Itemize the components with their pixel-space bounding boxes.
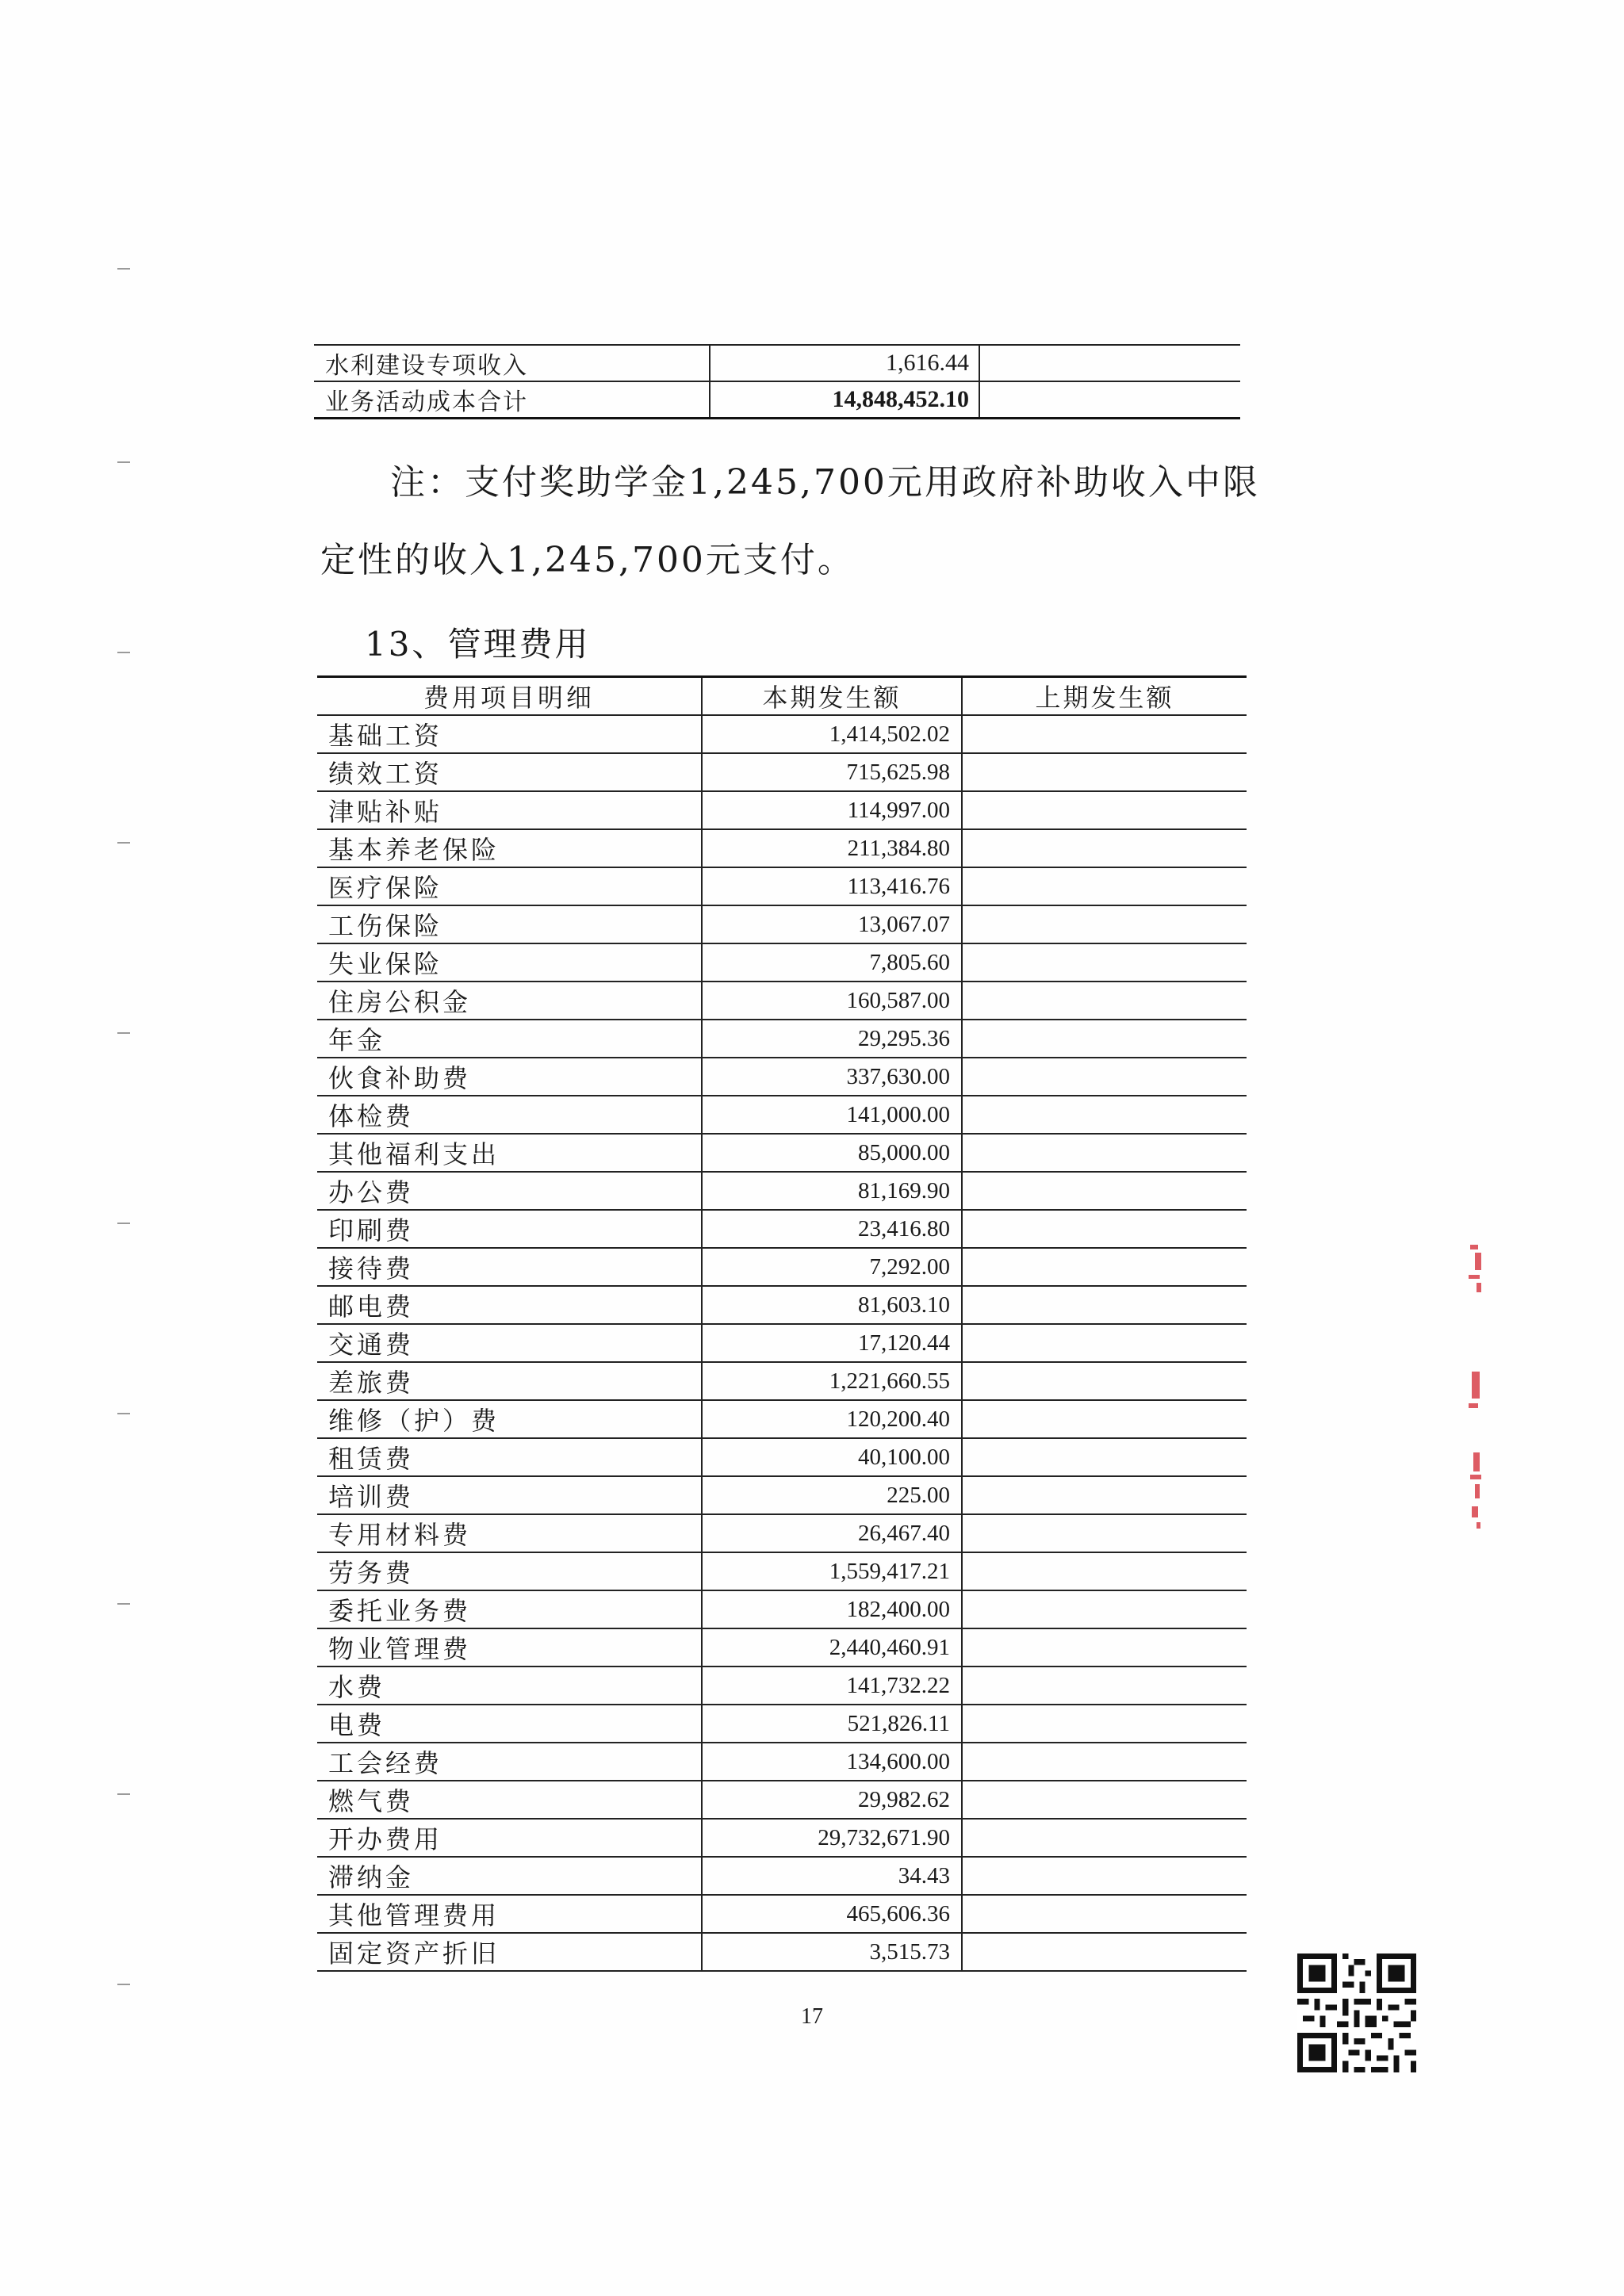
expense-item-label: 委托业务费 <box>317 1590 702 1628</box>
expense-current-amount: 17,120.44 <box>702 1324 962 1362</box>
expense-previous-amount <box>962 1210 1247 1248</box>
margin-tick <box>117 461 130 463</box>
expense-item-label: 绩效工资 <box>317 753 702 791</box>
expense-current-amount: 141,732.22 <box>702 1667 962 1705</box>
expense-current-amount: 113,416.76 <box>702 867 962 905</box>
expense-item-label: 津贴补贴 <box>317 791 702 829</box>
expense-current-amount: 81,169.90 <box>702 1172 962 1210</box>
margin-tick <box>117 1793 130 1795</box>
table-row <box>314 345 1240 381</box>
expense-previous-amount <box>962 1819 1247 1857</box>
note-paragraph: 注：支付奖助学金1,245,700元用政府补助收入中限定性的收入1,245,700元支付。 <box>320 462 1260 580</box>
row-previous-amount <box>979 345 1240 381</box>
expense-item-label: 住房公积金 <box>317 982 702 1020</box>
expense-current-amount: 182,400.00 <box>702 1590 962 1628</box>
header-item: 费用项目明细 <box>317 677 702 716</box>
expense-current-amount: 29,982.62 <box>702 1781 962 1819</box>
expense-item-label: 电费 <box>317 1705 702 1743</box>
expense-item-label: 开办费用 <box>317 1819 702 1857</box>
table-row <box>317 829 1247 867</box>
expense-previous-amount <box>962 1743 1247 1781</box>
table-row <box>317 1058 1247 1096</box>
expense-previous-amount <box>962 1020 1247 1058</box>
table-row <box>314 381 1240 419</box>
expense-previous-amount <box>962 982 1247 1020</box>
expense-current-amount: 23,416.80 <box>702 1210 962 1248</box>
expense-item-label: 差旅费 <box>317 1362 702 1400</box>
header-previous: 上期发生额 <box>962 677 1247 716</box>
expense-previous-amount <box>962 943 1247 982</box>
expense-current-amount: 7,805.60 <box>702 943 962 982</box>
expense-item-label: 体检费 <box>317 1096 702 1134</box>
margin-tick <box>117 1223 130 1224</box>
expense-item-label: 失业保险 <box>317 943 702 982</box>
expense-item-label: 接待费 <box>317 1248 702 1286</box>
expense-previous-amount <box>962 1552 1247 1590</box>
table-row <box>317 1590 1247 1628</box>
margin-tick <box>117 1032 130 1034</box>
expense-previous-amount <box>962 1324 1247 1362</box>
expense-current-amount: 465,606.36 <box>702 1895 962 1933</box>
qr-code-icon <box>1297 1954 1416 2072</box>
margin-tick <box>117 1984 130 1985</box>
expense-item-label: 年金 <box>317 1020 702 1058</box>
expense-current-amount: 114,997.00 <box>702 791 962 829</box>
expense-item-label: 医疗保险 <box>317 867 702 905</box>
margin-tick <box>117 1413 130 1414</box>
expense-item-label: 物业管理费 <box>317 1628 702 1667</box>
expense-previous-amount <box>962 1857 1247 1895</box>
expense-item-label: 滞纳金 <box>317 1857 702 1895</box>
table-row <box>317 1248 1247 1286</box>
expense-current-amount: 134,600.00 <box>702 1743 962 1781</box>
table-row <box>317 1819 1247 1857</box>
expense-current-amount: 13,067.07 <box>702 905 962 943</box>
expense-item-label: 伙食补助费 <box>317 1058 702 1096</box>
expense-item-label: 工伤保险 <box>317 905 702 943</box>
expense-current-amount: 120,200.40 <box>702 1400 962 1438</box>
table-row <box>317 1134 1247 1172</box>
expense-current-amount: 29,732,671.90 <box>702 1819 962 1857</box>
table-row <box>317 715 1247 753</box>
expense-previous-amount <box>962 1705 1247 1743</box>
expense-previous-amount <box>962 1172 1247 1210</box>
table-row <box>317 982 1247 1020</box>
expense-previous-amount <box>962 1628 1247 1667</box>
expense-current-amount: 141,000.00 <box>702 1096 962 1134</box>
expense-current-amount: 40,100.00 <box>702 1438 962 1476</box>
expense-item-label: 印刷费 <box>317 1210 702 1248</box>
expense-previous-amount <box>962 1514 1247 1552</box>
table-row <box>317 1096 1247 1134</box>
seal-stamp-fragment <box>1464 1237 1488 1538</box>
margin-tick <box>117 842 130 844</box>
expense-item-label: 培训费 <box>317 1476 702 1514</box>
expense-current-amount: 34.43 <box>702 1857 962 1895</box>
expense-item-label: 邮电费 <box>317 1286 702 1324</box>
expense-previous-amount <box>962 1781 1247 1819</box>
expense-previous-amount <box>962 905 1247 943</box>
table-row <box>317 943 1247 982</box>
expense-current-amount: 29,295.36 <box>702 1020 962 1058</box>
expense-previous-amount <box>962 1362 1247 1400</box>
row-label: 水利建设专项收入 <box>314 345 710 381</box>
table-row <box>317 1362 1247 1400</box>
expense-current-amount: 81,603.10 <box>702 1286 962 1324</box>
expense-current-amount: 26,467.40 <box>702 1514 962 1552</box>
expense-previous-amount <box>962 829 1247 867</box>
expense-previous-amount <box>962 1096 1247 1134</box>
expense-previous-amount <box>962 1590 1247 1628</box>
expense-current-amount: 1,221,660.55 <box>702 1362 962 1400</box>
expense-previous-amount <box>962 1248 1247 1286</box>
row-current-amount: 14,848,452.10 <box>710 381 979 419</box>
margin-tick <box>117 268 130 270</box>
expense-previous-amount <box>962 1134 1247 1172</box>
management-expense-table <box>317 675 1247 1972</box>
header-current: 本期发生额 <box>702 677 962 716</box>
expense-current-amount: 225.00 <box>702 1476 962 1514</box>
table-row <box>317 1705 1247 1743</box>
expense-current-amount: 337,630.00 <box>702 1058 962 1096</box>
expense-item-label: 燃气费 <box>317 1781 702 1819</box>
expense-current-amount: 85,000.00 <box>702 1134 962 1172</box>
expense-item-label: 交通费 <box>317 1324 702 1362</box>
expense-previous-amount <box>962 867 1247 905</box>
expense-item-label: 其他福利支出 <box>317 1134 702 1172</box>
expense-previous-amount <box>962 1933 1247 1971</box>
table-row <box>317 1895 1247 1933</box>
expense-previous-amount <box>962 753 1247 791</box>
expense-previous-amount <box>962 1438 1247 1476</box>
expense-item-label: 水费 <box>317 1667 702 1705</box>
expense-current-amount: 2,440,460.91 <box>702 1628 962 1667</box>
margin-tick <box>117 1603 130 1605</box>
table-row <box>317 1400 1247 1438</box>
table-row <box>317 1324 1247 1362</box>
table-row <box>317 867 1247 905</box>
table-row <box>317 1933 1247 1971</box>
expense-item-label: 办公费 <box>317 1172 702 1210</box>
table-row <box>317 1781 1247 1819</box>
expense-previous-amount <box>962 715 1247 753</box>
table-row <box>317 791 1247 829</box>
expense-item-label: 专用材料费 <box>317 1514 702 1552</box>
expense-item-label: 劳务费 <box>317 1552 702 1590</box>
table-row <box>317 1020 1247 1058</box>
expense-current-amount: 211,384.80 <box>702 829 962 867</box>
row-current-amount: 1,616.44 <box>710 345 979 381</box>
expense-previous-amount <box>962 1476 1247 1514</box>
expense-item-label: 维修（护）费 <box>317 1400 702 1438</box>
expense-previous-amount <box>962 1058 1247 1096</box>
table-row <box>317 1857 1247 1895</box>
section-heading: 13、管理费用 <box>365 625 591 664</box>
expense-item-label: 固定资产折旧 <box>317 1933 702 1971</box>
table-row <box>317 1743 1247 1781</box>
expense-current-amount: 1,414,502.02 <box>702 715 962 753</box>
expense-previous-amount <box>962 1895 1247 1933</box>
expense-current-amount: 521,826.11 <box>702 1705 962 1743</box>
continued-table <box>314 344 1240 419</box>
table-row <box>317 1667 1247 1705</box>
table-row <box>317 1172 1247 1210</box>
table-row <box>317 1438 1247 1476</box>
expense-previous-amount <box>962 1400 1247 1438</box>
expense-previous-amount <box>962 791 1247 829</box>
expense-current-amount: 715,625.98 <box>702 753 962 791</box>
table-row <box>317 753 1247 791</box>
margin-tick <box>117 652 130 653</box>
expense-current-amount: 1,559,417.21 <box>702 1552 962 1590</box>
table-row <box>317 1210 1247 1248</box>
table-row <box>317 1628 1247 1667</box>
page-number: 17 <box>801 2004 823 2029</box>
table-row <box>317 905 1247 943</box>
expense-item-label: 工会经费 <box>317 1743 702 1781</box>
expense-current-amount: 3,515.73 <box>702 1933 962 1971</box>
expense-previous-amount <box>962 1667 1247 1705</box>
table-row <box>317 1476 1247 1514</box>
expense-item-label: 租赁费 <box>317 1438 702 1476</box>
row-label: 业务活动成本合计 <box>314 381 710 419</box>
expense-previous-amount <box>962 1286 1247 1324</box>
expense-current-amount: 7,292.00 <box>702 1248 962 1286</box>
expense-current-amount: 160,587.00 <box>702 982 962 1020</box>
table-row <box>317 1514 1247 1552</box>
expense-item-label: 基础工资 <box>317 715 702 753</box>
expense-item-label: 基本养老保险 <box>317 829 702 867</box>
table-row <box>317 1552 1247 1590</box>
table-row <box>317 1286 1247 1324</box>
expense-item-label: 其他管理费用 <box>317 1895 702 1933</box>
row-previous-amount <box>979 381 1240 419</box>
table-header-row <box>317 677 1247 716</box>
